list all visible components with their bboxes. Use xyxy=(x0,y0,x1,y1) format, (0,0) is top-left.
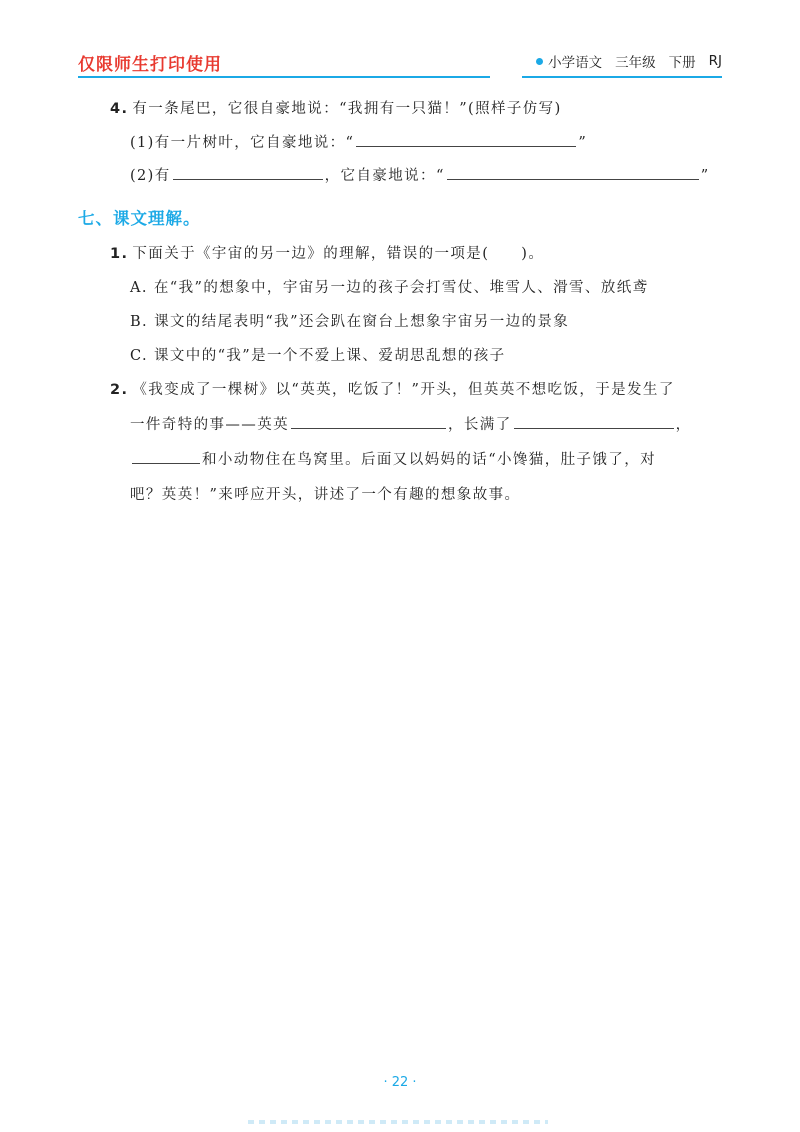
item-text: ，它自豪地说：“ xyxy=(324,168,445,184)
subject-label: 小学语文 xyxy=(548,55,603,71)
question-prompt: )。 xyxy=(521,246,545,262)
section7-question-1 xyxy=(110,242,544,263)
grade-label: 三年级 xyxy=(615,55,656,71)
question-2-line-3 xyxy=(130,448,656,469)
option-c: C. 课文中的“我”是一个不爱上课、爱胡思乱想的孩子 xyxy=(130,348,506,364)
answer-blank[interactable] xyxy=(173,165,323,180)
bullet-dot-icon xyxy=(536,58,543,65)
edition-label: RJ xyxy=(708,53,722,69)
question-number: 4. xyxy=(110,101,129,117)
question-text: 《我变成了一棵树》以“英英，吃饭了！”开头，但英英不想吃饭，于是发生了 xyxy=(132,382,675,398)
answer-blank[interactable] xyxy=(356,132,576,147)
question-2-line-2 xyxy=(130,413,692,434)
section7-question-2 xyxy=(110,378,675,399)
header-rule-left xyxy=(78,76,490,78)
question-4 xyxy=(110,97,562,118)
item-text: ” xyxy=(578,135,588,151)
page-header xyxy=(0,0,800,82)
question-text: ， xyxy=(675,417,692,433)
header-rule-right xyxy=(522,76,722,78)
question-number: 2. xyxy=(110,382,129,398)
book-info xyxy=(536,51,722,71)
answer-blank[interactable] xyxy=(132,449,200,464)
item-text: (2)有 xyxy=(130,168,171,184)
question-prompt: 有一条尾巴，它很自豪地说：“我拥有一只猫！”(照样子仿写) xyxy=(132,101,562,117)
watermark-text: 仅限师生打印使用 xyxy=(78,55,222,75)
answer-blank[interactable] xyxy=(447,165,699,180)
volume-label: 下册 xyxy=(668,55,696,71)
answer-blank[interactable] xyxy=(291,414,446,429)
question-2-line-4: 吧？英英！”来呼应开头，讲述了一个有趣的想象故事。 xyxy=(130,487,521,503)
footer-decoration xyxy=(248,1120,548,1124)
question-text: 一件奇特的事——英英 xyxy=(130,417,289,433)
question-text: 和小动物住在鸟窝里。后面又以妈妈的话“小馋猫，肚子饿了，对 xyxy=(202,452,657,468)
question-prompt: 下面关于《宇宙的另一边》的理解，错误的一项是( xyxy=(132,246,490,262)
item-text: (1)有一片树叶，它自豪地说：“ xyxy=(130,135,355,151)
answer-blank[interactable] xyxy=(514,414,674,429)
option-a: A. 在“我”的想象中，宇宙另一边的孩子会打雪仗、堆雪人、滑雪、放纸鸢 xyxy=(130,280,649,296)
question-4-item-1 xyxy=(130,131,587,152)
question-text: ，长满了 xyxy=(448,417,512,433)
option-b: B. 课文的结尾表明“我”还会趴在窗台上想象宇宙另一边的景象 xyxy=(130,314,570,330)
question-number: 1. xyxy=(110,246,129,262)
question-4-item-2 xyxy=(130,164,710,185)
item-text: ” xyxy=(700,168,710,184)
section-title: 七、课文理解。 xyxy=(78,209,201,228)
page-number: · 22 · xyxy=(383,1075,417,1090)
